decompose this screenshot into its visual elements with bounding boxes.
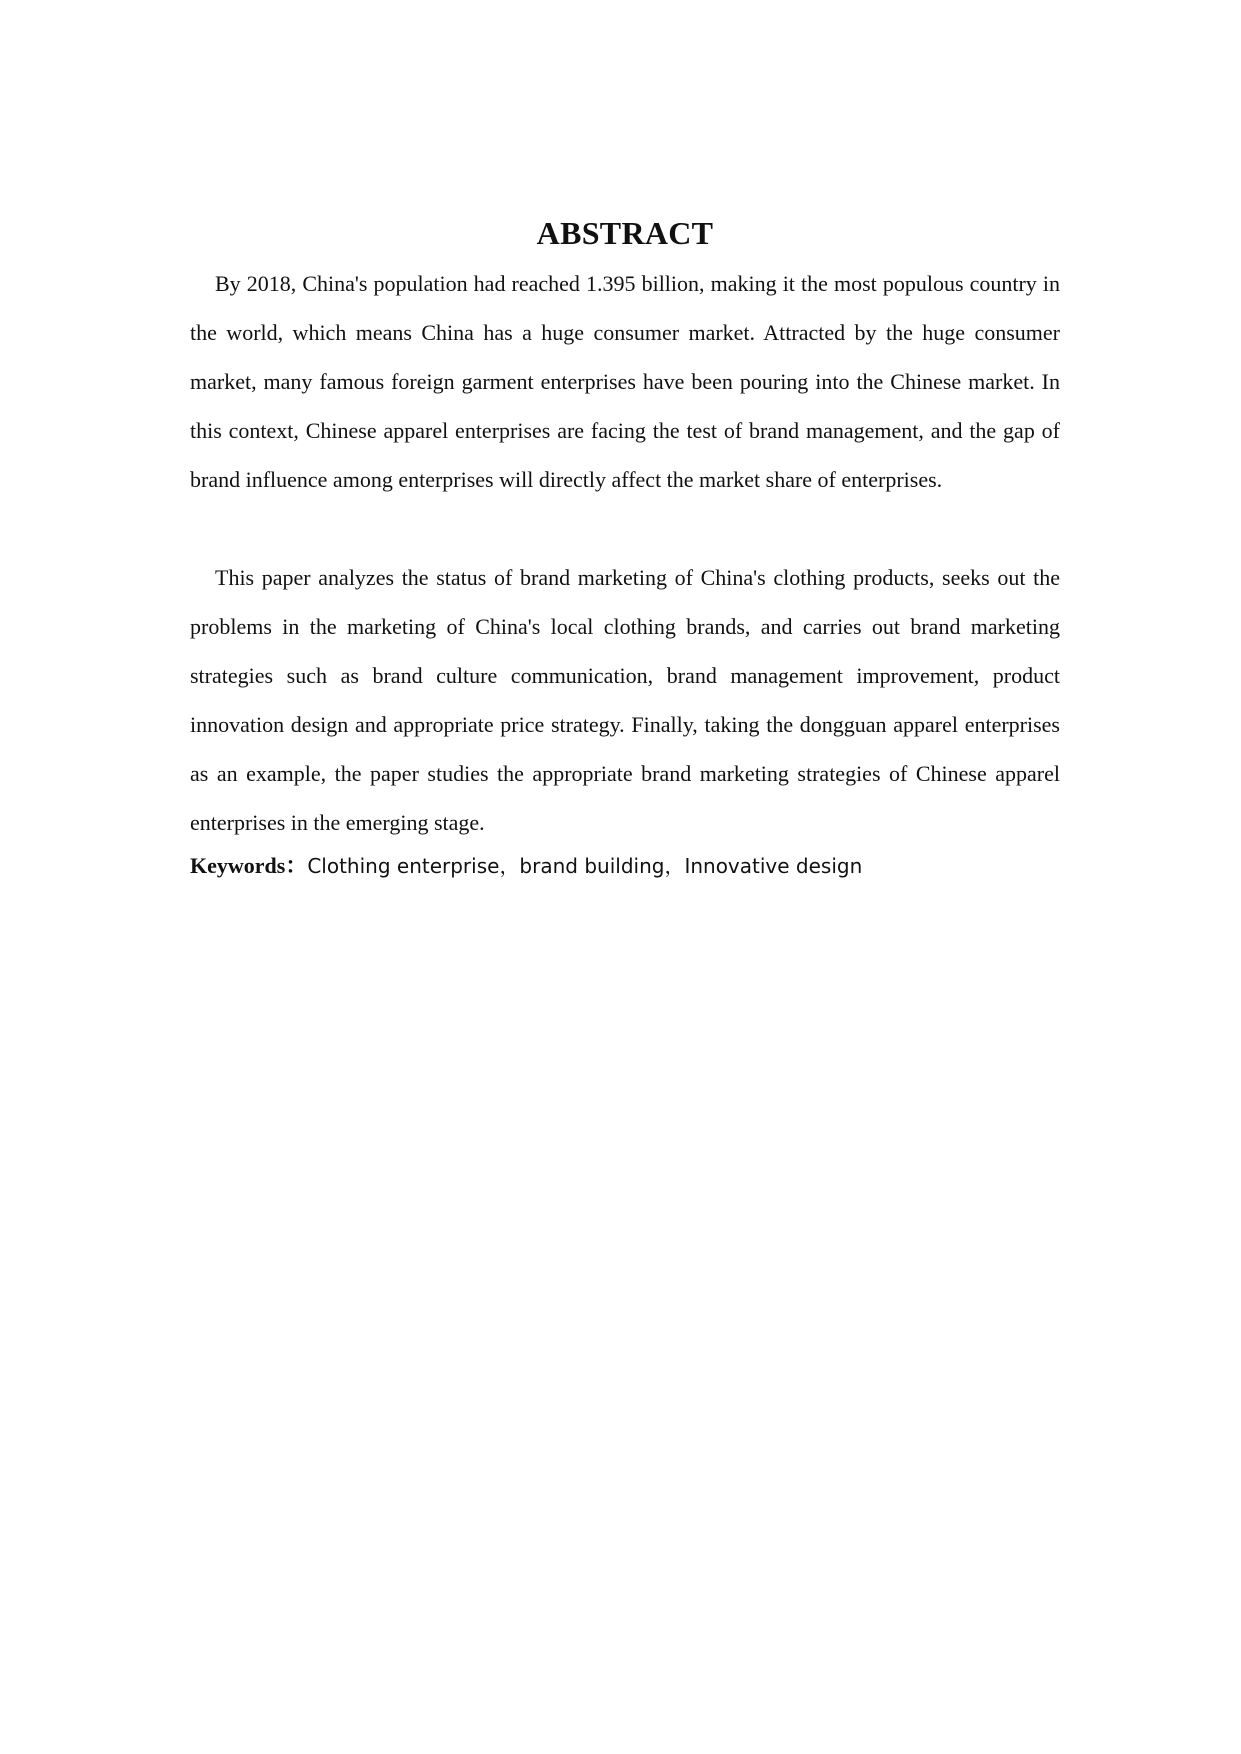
abstract-paragraph-1: By 2018, China's population had reached 1.395 billion, making it the most populous country in the world, which means China has a huge consumer market. Attracted by the huge consumer market, many famous foreign garment enterprises have been pouring into the Chinese market. In this context, Chinese apparel enterprises are facing the test of brand management, and the gap of brand influence among enterprises will directly affect the market share of enterprises.	[190, 271, 1060, 492]
abstract-paragraph-2: This paper analyzes the status of brand marketing of China's clothing products, seeks out the problems in the marketing of China's local clothing brands, and carries out brand marketing strategies such as brand culture communication, brand management improvement, product innovation design and appropriate price strategy. Finally, taking the dongguan apparel enterprises as an example, the paper studies the appropriate brand marketing strategies of Chinese apparel enterprises in the emerging stage.	[190, 565, 1060, 835]
keywords-label: Keywords：	[190, 853, 308, 878]
page-title: ABSTRACT	[536, 215, 714, 251]
keywords-text: Clothing enterprise，brand building，Innovative design	[307, 854, 863, 878]
abstract-section	[190, 213, 1060, 888]
keywords-line	[190, 847, 1060, 888]
paragraph-spacer	[190, 504, 1060, 553]
